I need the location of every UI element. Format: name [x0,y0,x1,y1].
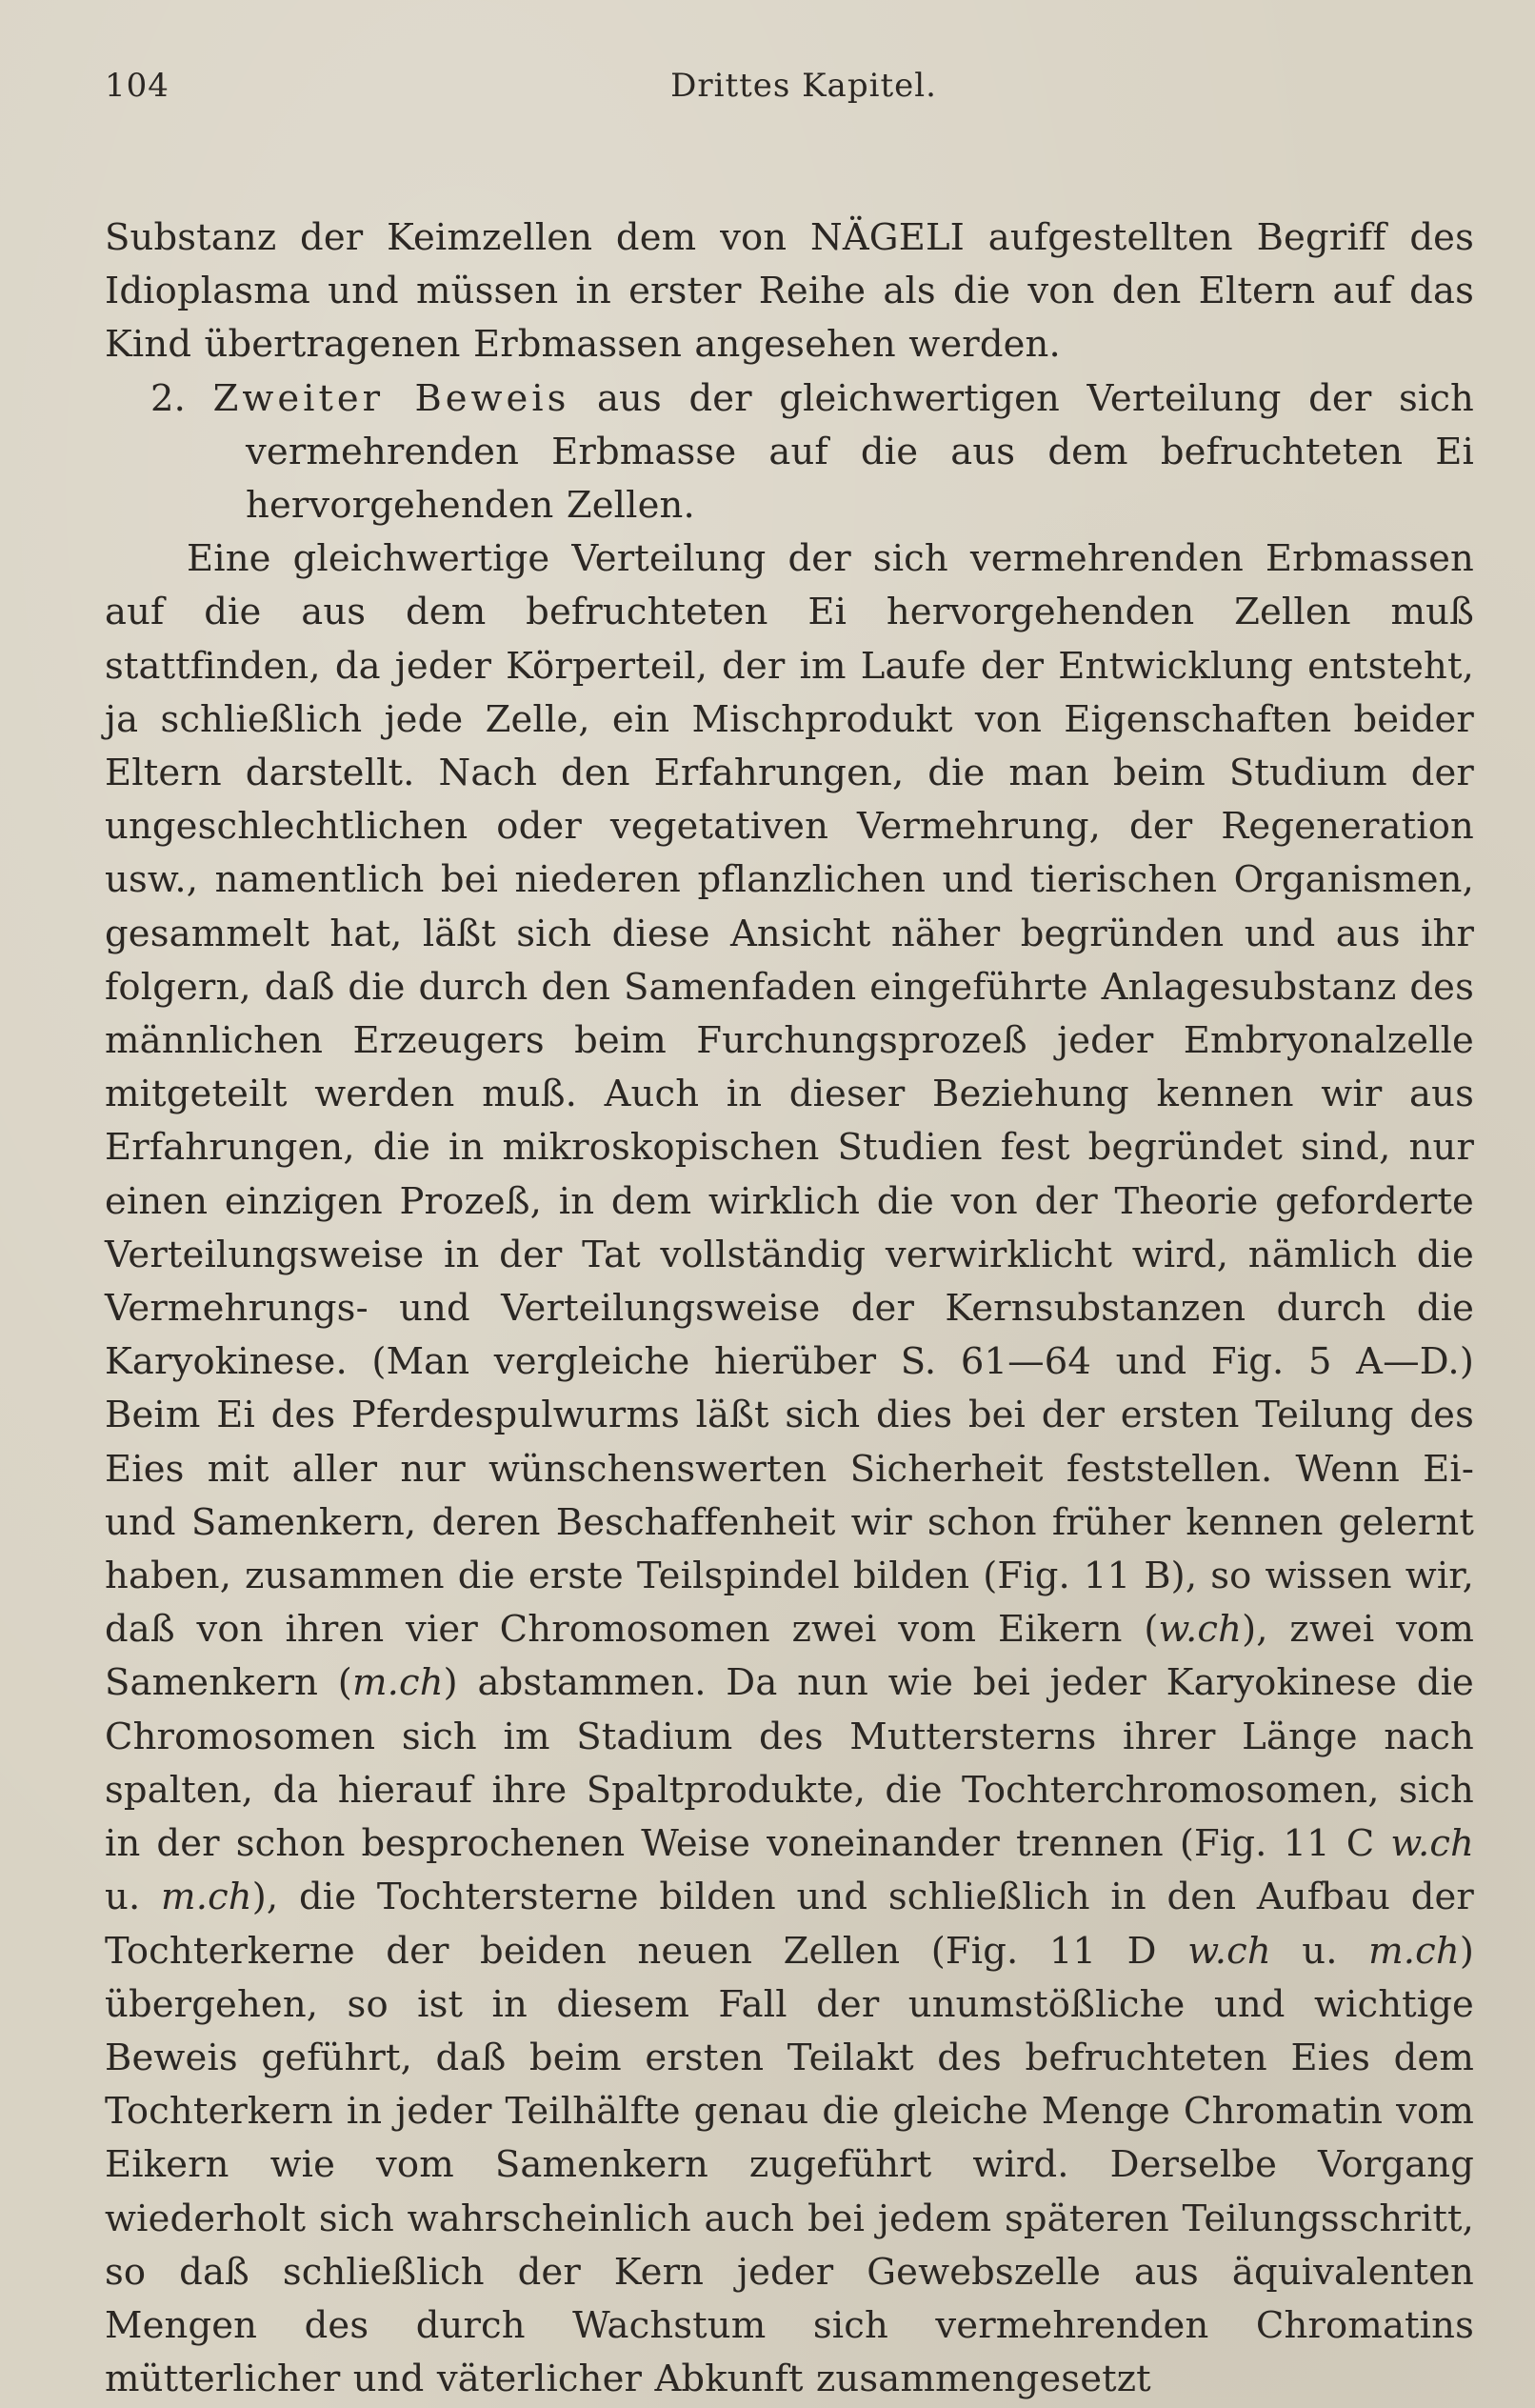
paragraph-2-text-f: u. [1270,1929,1369,1973]
paragraph-2-text-b: ), zwei vom Samenkern ( [105,1608,1474,1705]
paragraph-2-text-c: ) abstammen. Da nun wie bei jeder Karyokinese die Chromosomen sich im Stadium des Muttersterns ihrer Länge nach spalten, da hierauf ihre Spaltprodukte, die Tochterchromosomen, sich in der schon besprochenen Weise voneinander trennen (Fig. 11 C [105,1661,1474,1866]
heading-spaced-words: Zweiter Beweis [212,376,570,420]
paragraph-2-text-g: ) übergehen, so ist in diesem Fall der unumstößliche und wichtige Beweis geführt, daß beim ersten Teilakt des befruchteten Eies dem Tochterkern in jeder Teilhälfte genau die gleiche Menge Chromatin vom Eikern wie vom Samenkern zugeführt wird. Derselbe Vorgang wiederholt sich wahrscheinlich auch bei jedem späteren Teilungsschritt, so daß schließlich der Kern jeder Gewebszelle aus äquivalenten Mengen des durch Wachstum sich vermehrenden Chromatins mütterlicher und väterlicher Abkunft zusammengesetzt [105,1929,1474,2401]
italic-w-ch-2: w.ch [1390,1822,1474,1866]
chapter-title: Drittes Kapitel. [670,67,937,105]
italic-w-ch-1: w.ch [1158,1608,1243,1652]
paragraph-2-text-e: ), die Tochtersterne bilden und schließlich in den Aufbau der Tochterkerne der beiden neuen Zellen (Fig. 11 D [105,1876,1474,1973]
paragraph-2-text-d: u. [105,1876,162,1919]
heading-rest: aus der gleichwertigen Verteilung der sich vermehrenden Erbmasse auf die aus dem befruchteten Ei hervorgehenden Zellen. [246,376,1475,528]
paragraph-1-text: Substanz der Keimzellen dem von NÄGELI aufgestellten Begriff des Idioplasma und müssen in erster Reihe als die von den Eltern auf das Kind übertragenen Erbmassen angesehen werden. [105,216,1474,367]
italic-m-ch-2: m.ch [161,1876,252,1919]
heading-number: 2. [150,376,187,420]
running-head [105,59,1474,116]
paragraph-2-text-a: Eine gleichwertige Verteilung der sich vermehrenden Erbmassen auf die aus dem befruchteten Ei hervorgehenden Zellen muß stattfinden, da jeder Körperteil, der im Laufe der Entwicklung entsteht, ja schließlich jede Zelle, ein Mischprodukt von Eigenschaften beider Eltern darstellt. Nach den Erfahrungen, die man beim Studium der ungeschlechtlichen oder vegetativen Vermehrung, der Regeneration usw., namentlich bei niederen pflanzlichen und tierischen Organismen, gesammelt hat, läßt sich diese Ansicht näher begründen und aus ihr folgern, daß die durch den Samenfaden eingeführte Anlagesubstanz des männlichen Erzeugers beim Furchungsprozeß jeder Embryonalzelle mitgeteilt werden muß. Auch in dieser Beziehung kennen wir aus Erfahrungen, die in mikroskopischen Studien fest begründet sind, nur einen einzigen Prozeß, in dem wirklich die von der Theorie geforderte Verteilungsweise in der Tat vollständig verwirklicht wird, nämlich die Vermehrungs- und Verteilungsweise der Kernsubstanzen durch die Karyokinese. (Man vergleiche hierüber S. 61—64 und Fig. 5 A—D.) Beim Ei des Pferdespulwurms läßt sich dies bei der ersten Teilung des Eies mit aller nur wünschenswerten Sicherheit feststellen. Wenn Ei- und Samenkern, deren Beschaffenheit wir schon früher kennen gelernt haben, zusammen die erste Teilspindel bilden (Fig. 11 B), so wissen wir, daß von ihren vier Chromosomen zwei vom Eikern ( [105,537,1474,1652]
page-number: 104 [105,67,169,105]
paragraph-main [105,532,1474,2406]
section-heading [105,372,1474,533]
italic-m-ch-1: m.ch [351,1661,444,1705]
italic-w-ch-3: w.ch [1187,1929,1271,1973]
body-text [105,211,1474,2406]
paragraph-continuation [105,211,1474,372]
italic-m-ch-3: m.ch [1368,1929,1460,1973]
